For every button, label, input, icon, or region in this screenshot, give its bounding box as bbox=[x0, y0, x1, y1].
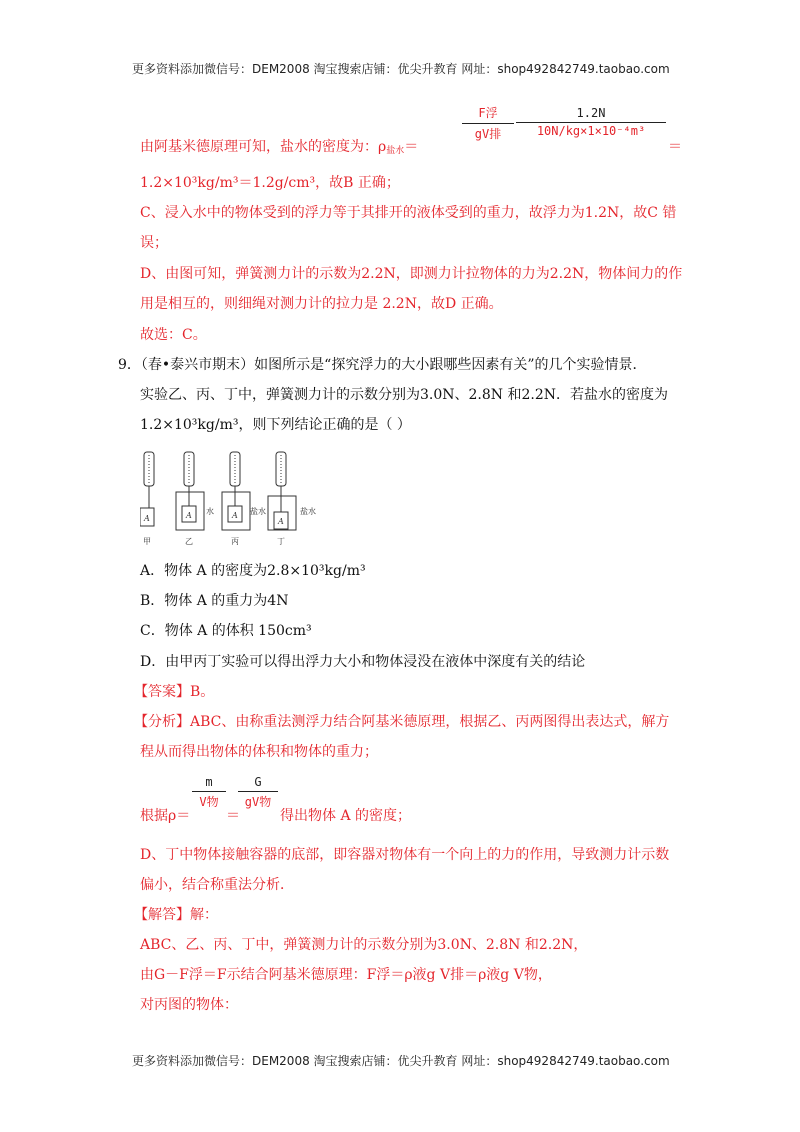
question-9-line-1: 9．（春•泰兴市期末）如图所示是“探究浮力的大小跟哪些因素有关”的几个实验情景． bbox=[118, 357, 647, 373]
option-d: D．由甲丙丁实验可以得出浮力大小和物体浸没在液体中深度有关的结论 bbox=[140, 654, 586, 670]
fraction-mass-volume bbox=[192, 775, 226, 810]
experiment-figure bbox=[140, 450, 330, 550]
option-a: A．物体 A 的密度为2.8×10³kg/m³ bbox=[140, 563, 366, 579]
fraction-denominator: gV排 bbox=[474, 127, 502, 141]
option-c: C．物体 A 的体积 150cm³ bbox=[140, 623, 312, 639]
formula-sub: 盐水 bbox=[386, 146, 405, 156]
solution-line-2: 由G－F浮＝F示结合阿基米德原理：F浮＝ρ液g V排＝ρ液g V物， bbox=[140, 967, 552, 983]
option-b: B．物体 A 的重力为4N bbox=[140, 593, 289, 609]
fraction-denominator: gV物 bbox=[244, 795, 272, 809]
formula-2-eq: ＝ bbox=[226, 808, 240, 824]
fraction-weight-volume bbox=[238, 775, 278, 810]
formula-tail: ＝ bbox=[668, 139, 682, 155]
prev-line-4a: D、由图可知，弹簧测力计的示数为2.2N，即测力计拉物体的力为2.2N，物体间力的作 bbox=[140, 266, 683, 282]
prev-line-4b: 用是相互的，则细绳对测力计的拉力是 2.2N，故D 正确。 bbox=[140, 296, 503, 312]
density-formula-line bbox=[140, 137, 418, 157]
setup-label-jia: 甲 bbox=[143, 537, 151, 546]
block-label-2: A bbox=[186, 511, 192, 520]
page-header: 更多资料添加微信号：DEM2008 淘宝搜索店铺：优尖升教育 网址：shop492842749.taobao.com bbox=[132, 62, 670, 76]
solution-line-1: ABC、乙、丙、丁中，弹簧测力计的示数分别为3.0N、2.8N 和2.2N， bbox=[140, 937, 588, 953]
fraction-numerator: G bbox=[254, 775, 262, 789]
fraction-denominator: 10N/kg×1×10⁻⁴m³ bbox=[536, 124, 646, 138]
prev-line-3a: C、浸入水中的物体受到的浮力等于其排开的液体受到的重力，故浮力为1.2N，故C 错 bbox=[140, 205, 677, 221]
analysis-line-2: 程从而得出物体的体积和物体的重力； bbox=[140, 744, 378, 760]
setup-label-ding: 丁 bbox=[277, 537, 285, 546]
formula-eq: ＝ bbox=[404, 139, 419, 155]
block-label-1: A bbox=[144, 514, 150, 523]
prev-line-5: 故选：C。 bbox=[140, 327, 207, 343]
setup-label-yi: 乙 bbox=[185, 537, 193, 546]
prev-line-3b: 误； bbox=[140, 235, 168, 251]
analysis-d-line-2: 偏小，结合称重法分析． bbox=[140, 877, 294, 893]
block-label-4: A bbox=[278, 517, 284, 526]
analysis-line-1: 【分析】ABC、由称重法测浮力结合阿基米德原理，根据乙、丙两图得出表达式，解方 bbox=[134, 714, 670, 730]
solution-heading: 【解答】解： bbox=[134, 907, 218, 923]
block-label-3: A bbox=[232, 511, 238, 520]
fraction-numerator: m bbox=[205, 775, 213, 789]
question-9-line-2: 实验乙、丙、丁中，弹簧测力计的示数分别为3.0N、2.8N 和2.2N．若盐水的密度为 bbox=[140, 387, 668, 403]
formula-lead: 由阿基米德原理可知，盐水的密度为：ρ bbox=[140, 139, 387, 155]
fraction-buoyancy bbox=[462, 104, 514, 142]
fraction-values bbox=[516, 106, 666, 138]
liquid-label-water: 水 bbox=[206, 507, 214, 516]
fraction-denominator: V物 bbox=[199, 795, 219, 809]
question-9-line-3: 1.2×10³kg/m³，则下列结论正确的是（ ） bbox=[140, 417, 411, 433]
fraction-numerator: 1.2N bbox=[576, 106, 606, 120]
answer: 【答案】B。 bbox=[134, 684, 215, 700]
formula-2-tail: 得出物体 A 的密度； bbox=[280, 808, 412, 824]
prev-line-2: 1.2×10³kg/m³＝1.2g/cm³，故B 正确； bbox=[140, 175, 400, 191]
setup-label-bing: 丙 bbox=[231, 537, 239, 546]
analysis-d-line-1: D、丁中物体接触容器的底部，即容器对物体有一个向上的力的作用，导致测力计示数 bbox=[140, 847, 670, 863]
liquid-label-saltwater-2: 盐水 bbox=[300, 507, 316, 516]
page-footer: 更多资料添加微信号：DEM2008 淘宝搜索店铺：优尖升教育 网址：shop492842749.taobao.com bbox=[132, 1054, 670, 1068]
liquid-label-saltwater-1: 盐水 bbox=[250, 507, 266, 516]
density-formula-2-lead: 根据ρ＝ bbox=[140, 808, 191, 824]
solution-line-3: 对丙图的物体： bbox=[140, 997, 238, 1013]
fraction-numerator: F浮 bbox=[478, 106, 498, 120]
